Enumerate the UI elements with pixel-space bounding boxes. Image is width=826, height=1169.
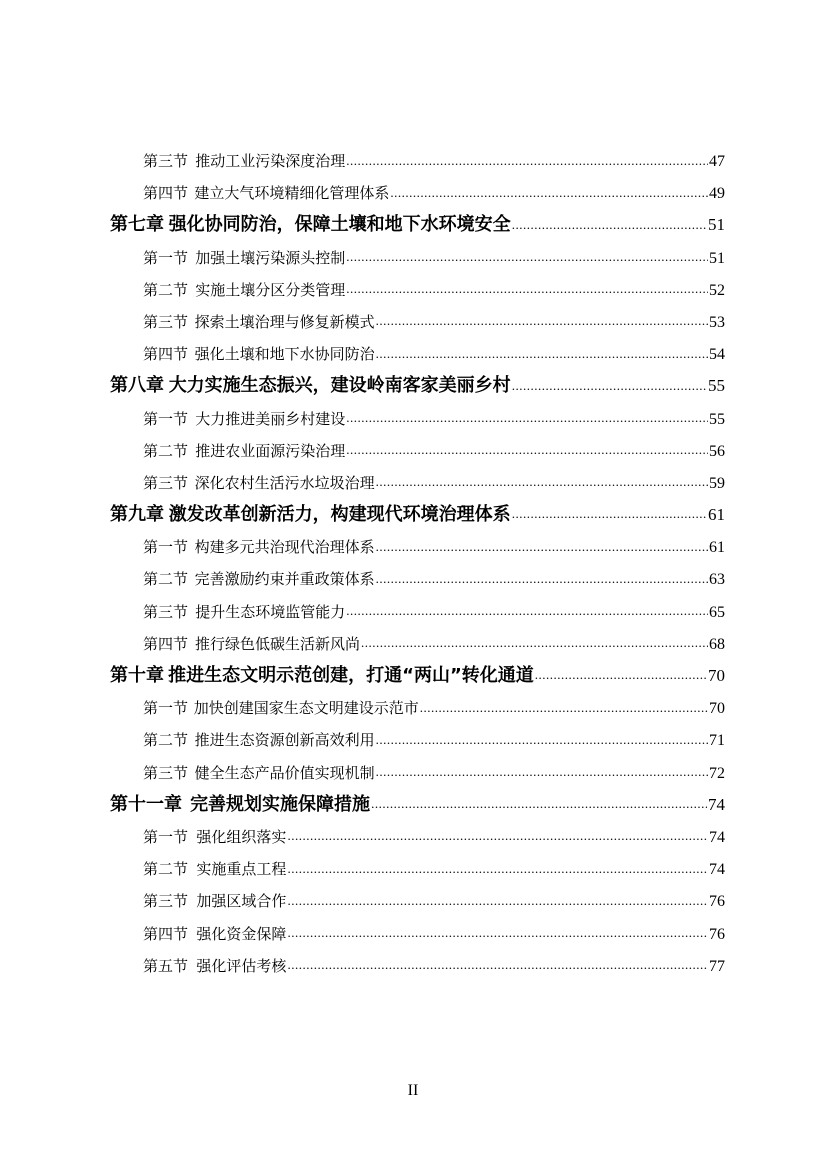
dot-leader [371,787,707,820]
table-of-contents [110,145,725,982]
toc-section-entry[interactable] [110,757,725,789]
dot-leader [346,272,708,305]
toc-section-entry[interactable] [110,596,725,628]
entry-title: 强化评估考核 [196,956,287,975]
entry-title: 建立大气环境精细化管理体系 [194,184,390,203]
dot-leader [376,755,708,788]
dot-leader [346,401,708,434]
entry-number: 第二节 [143,441,189,460]
dot-leader [512,497,707,530]
entry-title: 加快创建国家生态文明建设示范市 [193,699,419,718]
entry-page-number: 56 [709,442,725,460]
entry-title: 推行绿色低碳生活新风尚 [194,634,360,653]
entry-number: 第一节 [143,699,189,718]
entry-number: 第一节 [143,409,189,428]
entry-title: 完善激励约束并重政策体系 [194,570,375,589]
entry-page-number: 65 [709,603,725,621]
entry-title: 实施重点工程 [196,860,287,879]
toc-section-entry[interactable] [110,242,725,274]
entry-page-number: 51 [708,215,725,235]
entry-title: 深化农村生活污水垃圾治理 [194,473,375,492]
dot-leader [535,658,707,691]
entry-title: 加强土壤污染源头控制 [195,248,346,267]
entry-page-number: 70 [709,700,725,718]
toc-chapter-entry[interactable] [110,499,725,531]
entry-page-number: 74 [708,794,725,814]
entry-title: 大力推进美丽乡村建设 [195,409,346,428]
entry-page-number: 72 [709,764,725,782]
entry-number: 第一节 [143,538,189,557]
entry-title: 强化资金保障 [196,924,287,943]
entry-title: 推进生态资源创新高效利用 [194,731,375,750]
entry-number: 第四节 [143,345,189,364]
dot-leader [346,433,708,466]
entry-page-number: 55 [708,376,725,396]
dot-leader [287,852,708,885]
entry-page-number: 61 [709,539,725,557]
dot-leader [512,369,707,402]
toc-section-entry[interactable] [110,628,725,660]
toc-chapter-entry[interactable] [110,789,725,821]
toc-section-entry[interactable] [110,821,725,853]
entry-number: 第三节 [143,152,189,170]
entry-page-number: 63 [709,571,725,589]
entry-title: 激发改革创新活力，构建现代环境治理体系 [168,504,511,526]
entry-page-number: 68 [709,635,725,653]
entry-number: 第三节 [143,602,189,621]
toc-section-entry[interactable] [110,306,725,338]
entry-title: 强化土壤和地下水协同防治 [194,345,375,364]
entry-page-number: 76 [709,925,725,943]
entry-title: 完善规划实施保障措施 [190,793,371,815]
entry-title: 构建多元共治现代治理体系 [194,538,375,557]
entry-number: 第一节 [143,827,189,846]
dot-leader [287,884,708,917]
entry-number: 第四节 [143,184,189,203]
toc-section-entry[interactable] [110,531,725,563]
entry-title: 推进生态文明示范创建，打通“两山”转化通道 [168,665,534,686]
toc-section-entry[interactable] [110,692,725,724]
dot-leader [376,337,708,370]
page-number: II [407,1082,419,1099]
entry-number: 第二节 [143,731,189,750]
toc-section-entry[interactable] [110,435,725,467]
entry-number: 第八章 [110,375,164,397]
dot-leader [420,691,708,724]
toc-section-entry[interactable] [110,724,725,756]
entry-number: 第四节 [143,924,189,943]
toc-section-entry[interactable] [110,338,725,370]
entry-page-number: 52 [709,281,725,299]
entry-number: 第一节 [143,248,189,267]
toc-section-entry[interactable] [110,274,725,306]
entry-title: 推进农业面源污染治理 [195,441,346,460]
entry-page-number: 76 [709,893,725,911]
entry-title: 实施土壤分区分类管理 [195,280,346,299]
dot-leader [376,562,708,595]
toc-section-entry[interactable] [110,853,725,885]
entry-page-number: 71 [709,732,725,750]
entry-title: 提升生态环境监管能力 [195,602,346,621]
entry-title: 加强区域合作 [196,892,287,911]
entry-title: 大力实施生态振兴，建设岭南客家美丽乡村 [168,375,511,397]
dot-leader [376,530,708,563]
entry-number: 第七章 [110,214,164,236]
toc-section-entry[interactable] [110,918,725,950]
entry-page-number: 55 [709,410,725,428]
dot-leader [512,208,707,241]
toc-chapter-entry[interactable] [110,370,725,402]
dot-leader [376,304,708,337]
entry-title: 推动工业污染深度治理 [195,152,346,170]
toc-section-entry[interactable] [110,177,725,209]
entry-number: 第十章 [110,665,164,686]
toc-section-entry[interactable] [110,885,725,917]
entry-page-number: 54 [709,346,725,364]
entry-number: 第四节 [143,634,189,653]
toc-section-entry[interactable] [110,145,725,177]
toc-chapter-entry[interactable] [110,660,725,692]
entry-number: 第十一章 [110,793,182,815]
dot-leader [346,594,708,627]
entry-page-number: 49 [709,185,725,203]
toc-section-entry[interactable] [110,403,725,435]
entry-title: 探索土壤治理与修复新模式 [194,312,375,331]
toc-chapter-entry[interactable] [110,209,725,241]
entry-number: 第三节 [143,763,189,782]
entry-page-number: 47 [709,153,725,170]
entry-number: 第二节 [143,860,189,879]
entry-title: 健全生态产品价值实现机制 [194,763,375,782]
dot-leader [287,819,708,852]
entry-number: 第三节 [143,312,189,331]
dot-leader [376,723,708,756]
entry-page-number: 51 [709,249,725,267]
entry-number: 第五节 [143,956,189,975]
entry-number: 第二节 [143,280,189,299]
entry-page-number: 77 [709,957,725,975]
entry-page-number: 61 [708,505,725,525]
dot-leader [376,465,708,498]
entry-title: 强化组织落实 [196,827,287,846]
entry-number: 第九章 [110,504,164,526]
entry-page-number: 59 [709,474,725,492]
dot-leader [346,240,708,273]
dot-leader [390,176,708,209]
dot-leader [287,948,708,981]
toc-section-entry[interactable] [110,563,725,595]
entry-number: 第二节 [143,570,189,589]
dot-leader [346,144,708,177]
entry-number: 第三节 [143,473,189,492]
entry-title: 强化协同防治，保障土壤和地下水环境安全 [168,214,511,236]
entry-page-number: 74 [709,861,725,879]
dot-leader [287,916,708,949]
entry-page-number: 53 [709,313,725,331]
entry-page-number: 74 [709,828,725,846]
toc-section-entry[interactable] [110,950,725,982]
dot-leader [361,626,708,659]
entry-number: 第三节 [143,892,189,911]
toc-section-entry[interactable] [110,467,725,499]
entry-page-number: 70 [708,666,725,685]
